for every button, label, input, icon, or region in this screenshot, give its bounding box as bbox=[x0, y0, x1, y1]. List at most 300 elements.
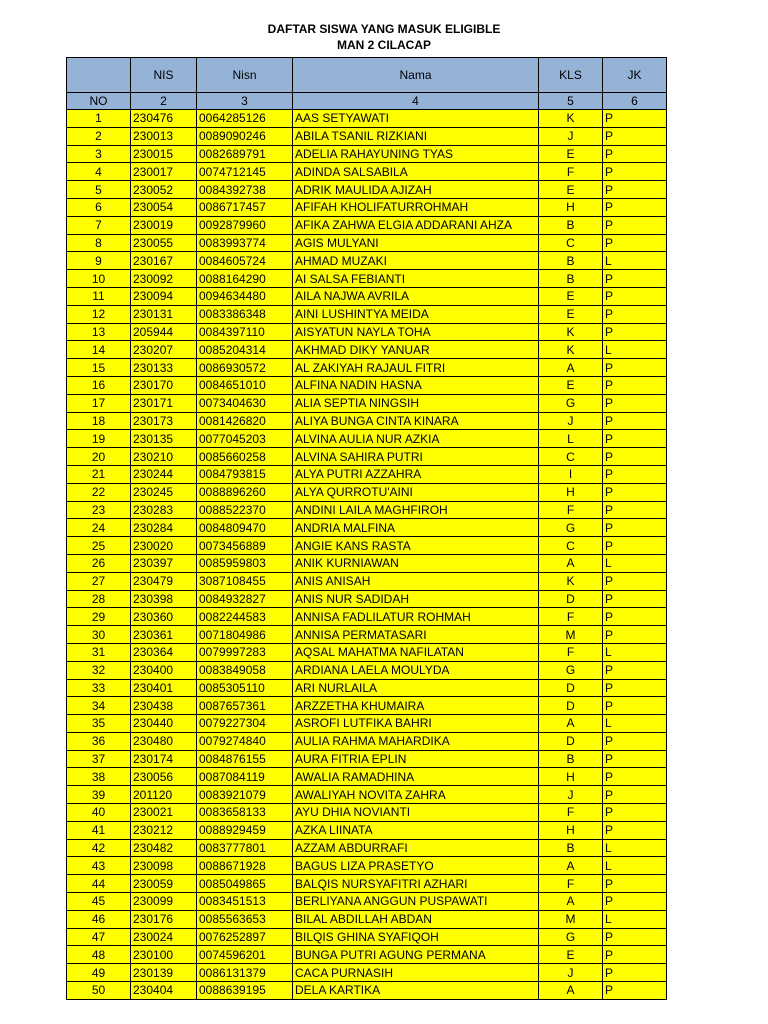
cell-jk: P bbox=[603, 608, 667, 626]
cell-no: 8 bbox=[67, 234, 131, 252]
cell-jk: P bbox=[603, 537, 667, 555]
cell-jk: P bbox=[603, 305, 667, 323]
cell-nis: 230131 bbox=[131, 305, 197, 323]
cell-kls: B bbox=[539, 750, 603, 768]
cell-kls: H bbox=[539, 768, 603, 786]
cell-kls: C bbox=[539, 448, 603, 466]
cell-nisn: 0088522370 bbox=[197, 501, 293, 519]
cell-nis: 230021 bbox=[131, 804, 197, 822]
table-row bbox=[67, 804, 667, 822]
table-row bbox=[67, 786, 667, 804]
cell-jk: P bbox=[603, 163, 667, 181]
cell-no: 37 bbox=[67, 750, 131, 768]
cell-no: 31 bbox=[67, 643, 131, 661]
table-body bbox=[67, 110, 667, 1000]
cell-nisn: 0085660258 bbox=[197, 448, 293, 466]
cell-nisn: 0094634480 bbox=[197, 287, 293, 305]
cell-nis: 230174 bbox=[131, 750, 197, 768]
cell-jk: P bbox=[603, 430, 667, 448]
cell-nis: 230400 bbox=[131, 661, 197, 679]
cell-nama: AFIKA ZAHWA ELGIA ADDARANI AHZA bbox=[293, 216, 539, 234]
table-row bbox=[67, 928, 667, 946]
table-row bbox=[67, 643, 667, 661]
cell-nama: ANDRIA MALFINA bbox=[293, 519, 539, 537]
table-row bbox=[67, 430, 667, 448]
cell-no: 32 bbox=[67, 661, 131, 679]
cell-no: 44 bbox=[67, 875, 131, 893]
cell-no: 27 bbox=[67, 572, 131, 590]
cell-nis: 230212 bbox=[131, 821, 197, 839]
cell-nisn: 0081426820 bbox=[197, 412, 293, 430]
cell-nama: ANIS ANISAH bbox=[293, 572, 539, 590]
cell-kls: I bbox=[539, 465, 603, 483]
cell-nisn: 0079997283 bbox=[197, 643, 293, 661]
cell-jk: P bbox=[603, 661, 667, 679]
cell-kls: J bbox=[539, 964, 603, 982]
cell-no: 29 bbox=[67, 608, 131, 626]
cell-nama: AKHMAD DIKY YANUAR bbox=[293, 341, 539, 359]
cell-nis: 230013 bbox=[131, 127, 197, 145]
cell-nama: AILA NAJWA AVRILA bbox=[293, 287, 539, 305]
cell-nisn: 0074596201 bbox=[197, 946, 293, 964]
cell-no: 10 bbox=[67, 270, 131, 288]
cell-nis: 230167 bbox=[131, 252, 197, 270]
cell-no: 49 bbox=[67, 964, 131, 982]
cell-nis: 230173 bbox=[131, 412, 197, 430]
cell-nama: ABILA TSANIL RIZKIANI bbox=[293, 127, 539, 145]
cell-nama: AI SALSA FEBIANTI bbox=[293, 270, 539, 288]
cell-kls: A bbox=[539, 893, 603, 911]
cell-nisn: 0073404630 bbox=[197, 394, 293, 412]
cell-no: 4 bbox=[67, 163, 131, 181]
table-row bbox=[67, 893, 667, 911]
cell-no: 46 bbox=[67, 910, 131, 928]
table-row bbox=[67, 910, 667, 928]
cell-nisn: 0083451513 bbox=[197, 893, 293, 911]
table-row bbox=[67, 626, 667, 644]
cell-nama: ALVINA AULIA NUR AZKIA bbox=[293, 430, 539, 448]
cell-kls: K bbox=[539, 341, 603, 359]
cell-jk: P bbox=[603, 786, 667, 804]
cell-kls: A bbox=[539, 982, 603, 1000]
cell-no: 34 bbox=[67, 697, 131, 715]
cell-nis: 230482 bbox=[131, 839, 197, 857]
cell-jk: P bbox=[603, 732, 667, 750]
cell-nis: 230092 bbox=[131, 270, 197, 288]
cell-no: 2 bbox=[67, 127, 131, 145]
cell-nisn: 0086930572 bbox=[197, 359, 293, 377]
cell-jk: P bbox=[603, 679, 667, 697]
cell-nisn: 0085204314 bbox=[197, 341, 293, 359]
cell-jk: P bbox=[603, 590, 667, 608]
cell-nis: 230176 bbox=[131, 910, 197, 928]
cell-nis: 230438 bbox=[131, 697, 197, 715]
cell-nis: 230440 bbox=[131, 715, 197, 733]
cell-nis: 230245 bbox=[131, 483, 197, 501]
cell-nama: ANIK KURNIAWAN bbox=[293, 554, 539, 572]
cell-nama: AGIS MULYANI bbox=[293, 234, 539, 252]
cell-nama: ALIA SEPTIA NINGSIH bbox=[293, 394, 539, 412]
subheader-no: NO bbox=[67, 93, 131, 110]
cell-nis: 230244 bbox=[131, 465, 197, 483]
cell-nama: ADRIK MAULIDA AJIZAH bbox=[293, 181, 539, 199]
table-row bbox=[67, 394, 667, 412]
cell-jk: P bbox=[603, 501, 667, 519]
cell-nis: 230135 bbox=[131, 430, 197, 448]
table-row bbox=[67, 821, 667, 839]
table-row bbox=[67, 537, 667, 555]
cell-kls: E bbox=[539, 181, 603, 199]
cell-jk: P bbox=[603, 376, 667, 394]
cell-kls: D bbox=[539, 732, 603, 750]
cell-nisn: 0085305110 bbox=[197, 679, 293, 697]
cell-nisn: 0083849058 bbox=[197, 661, 293, 679]
cell-nisn: 0076252897 bbox=[197, 928, 293, 946]
cell-nis: 230479 bbox=[131, 572, 197, 590]
cell-no: 19 bbox=[67, 430, 131, 448]
cell-jk: L bbox=[603, 910, 667, 928]
cell-nis: 230207 bbox=[131, 341, 197, 359]
cell-nama: AHMAD MUZAKI bbox=[293, 252, 539, 270]
cell-nis: 230056 bbox=[131, 768, 197, 786]
cell-nama: ANDINI LAILA MAGHFIROH bbox=[293, 501, 539, 519]
cell-nis: 230019 bbox=[131, 216, 197, 234]
cell-kls: F bbox=[539, 163, 603, 181]
cell-kls: J bbox=[539, 786, 603, 804]
cell-jk: L bbox=[603, 341, 667, 359]
subheader-jk: 6 bbox=[603, 93, 667, 110]
cell-nisn: 0083777801 bbox=[197, 839, 293, 857]
cell-nis: 230094 bbox=[131, 287, 197, 305]
cell-kls: F bbox=[539, 608, 603, 626]
table-row bbox=[67, 857, 667, 875]
cell-kls: M bbox=[539, 910, 603, 928]
cell-kls: B bbox=[539, 839, 603, 857]
cell-no: 11 bbox=[67, 287, 131, 305]
header-nama: Nama bbox=[293, 58, 539, 93]
cell-no: 23 bbox=[67, 501, 131, 519]
cell-jk: P bbox=[603, 323, 667, 341]
header-no bbox=[67, 58, 131, 93]
cell-nisn: 0084651010 bbox=[197, 376, 293, 394]
cell-no: 41 bbox=[67, 821, 131, 839]
cell-nisn: 0079274840 bbox=[197, 732, 293, 750]
cell-kls: K bbox=[539, 323, 603, 341]
cell-no: 39 bbox=[67, 786, 131, 804]
table-row bbox=[67, 448, 667, 466]
cell-jk: P bbox=[603, 821, 667, 839]
cell-kls: G bbox=[539, 394, 603, 412]
table-row bbox=[67, 145, 667, 163]
table-row bbox=[67, 287, 667, 305]
cell-nis: 230015 bbox=[131, 145, 197, 163]
cell-no: 3 bbox=[67, 145, 131, 163]
subheader-row bbox=[67, 93, 667, 110]
cell-kls: E bbox=[539, 287, 603, 305]
cell-nama: ADINDA SALSABILA bbox=[293, 163, 539, 181]
cell-jk: L bbox=[603, 643, 667, 661]
cell-jk: P bbox=[603, 448, 667, 466]
cell-nama: ARI NURLAILA bbox=[293, 679, 539, 697]
cell-nama: BAGUS LIZA PRASETYO bbox=[293, 857, 539, 875]
cell-jk: P bbox=[603, 804, 667, 822]
cell-nisn: 0084876155 bbox=[197, 750, 293, 768]
cell-kls: C bbox=[539, 234, 603, 252]
cell-jk: P bbox=[603, 465, 667, 483]
table-row bbox=[67, 697, 667, 715]
cell-kls: F bbox=[539, 643, 603, 661]
cell-nisn: 0085959803 bbox=[197, 554, 293, 572]
table-row bbox=[67, 127, 667, 145]
cell-kls: F bbox=[539, 875, 603, 893]
cell-no: 9 bbox=[67, 252, 131, 270]
cell-nisn: 0086131379 bbox=[197, 964, 293, 982]
cell-jk: L bbox=[603, 715, 667, 733]
cell-nis: 230020 bbox=[131, 537, 197, 555]
table-row bbox=[67, 554, 667, 572]
cell-no: 6 bbox=[67, 198, 131, 216]
cell-nama: ARDIANA LAELA MOULYDA bbox=[293, 661, 539, 679]
cell-nisn: 0083386348 bbox=[197, 305, 293, 323]
cell-no: 5 bbox=[67, 181, 131, 199]
cell-no: 16 bbox=[67, 376, 131, 394]
table-row bbox=[67, 590, 667, 608]
header-jk: JK bbox=[603, 58, 667, 93]
cell-no: 30 bbox=[67, 626, 131, 644]
table-row bbox=[67, 732, 667, 750]
cell-kls: B bbox=[539, 270, 603, 288]
cell-jk: P bbox=[603, 287, 667, 305]
cell-nisn: 0092879960 bbox=[197, 216, 293, 234]
table-row bbox=[67, 412, 667, 430]
cell-nama: BILQIS GHINA SYAFIQOH bbox=[293, 928, 539, 946]
cell-nis: 230361 bbox=[131, 626, 197, 644]
cell-nis: 230055 bbox=[131, 234, 197, 252]
cell-nis: 230476 bbox=[131, 110, 197, 128]
cell-nisn: 0082244583 bbox=[197, 608, 293, 626]
cell-nis: 230480 bbox=[131, 732, 197, 750]
cell-jk: P bbox=[603, 412, 667, 430]
cell-kls: A bbox=[539, 554, 603, 572]
table-row bbox=[67, 341, 667, 359]
header-nis: NIS bbox=[131, 58, 197, 93]
table-row bbox=[67, 964, 667, 982]
table-row bbox=[67, 198, 667, 216]
cell-nama: AFIFAH KHOLIFATURROHMAH bbox=[293, 198, 539, 216]
subheader-nis: 2 bbox=[131, 93, 197, 110]
cell-jk: P bbox=[603, 483, 667, 501]
cell-nis: 230401 bbox=[131, 679, 197, 697]
header-nisn: Nisn bbox=[197, 58, 293, 93]
cell-nama: BUNGA PUTRI AGUNG PERMANA bbox=[293, 946, 539, 964]
cell-nis: 201120 bbox=[131, 786, 197, 804]
cell-no: 21 bbox=[67, 465, 131, 483]
cell-jk: P bbox=[603, 181, 667, 199]
cell-kls: A bbox=[539, 715, 603, 733]
cell-jk: P bbox=[603, 697, 667, 715]
cell-nama: ALFINA NADIN HASNA bbox=[293, 376, 539, 394]
table-row bbox=[67, 982, 667, 1000]
cell-nama: AL ZAKIYAH RAJAUL FITRI bbox=[293, 359, 539, 377]
cell-nis: 230364 bbox=[131, 643, 197, 661]
cell-nama: AINI LUSHINTYA MEIDA bbox=[293, 305, 539, 323]
cell-no: 18 bbox=[67, 412, 131, 430]
cell-no: 13 bbox=[67, 323, 131, 341]
cell-nis: 230098 bbox=[131, 857, 197, 875]
cell-nisn: 0073456889 bbox=[197, 537, 293, 555]
cell-nisn: 0077045203 bbox=[197, 430, 293, 448]
cell-no: 35 bbox=[67, 715, 131, 733]
cell-no: 40 bbox=[67, 804, 131, 822]
cell-nama: AZKA LIINATA bbox=[293, 821, 539, 839]
cell-jk: P bbox=[603, 270, 667, 288]
cell-nisn: 0088164290 bbox=[197, 270, 293, 288]
cell-kls: J bbox=[539, 127, 603, 145]
cell-jk: P bbox=[603, 928, 667, 946]
cell-nis: 230404 bbox=[131, 982, 197, 1000]
cell-nis: 230099 bbox=[131, 893, 197, 911]
cell-no: 38 bbox=[67, 768, 131, 786]
cell-nis: 230170 bbox=[131, 376, 197, 394]
cell-no: 28 bbox=[67, 590, 131, 608]
cell-nisn: 0074712145 bbox=[197, 163, 293, 181]
cell-no: 1 bbox=[67, 110, 131, 128]
cell-kls: H bbox=[539, 821, 603, 839]
cell-nama: ADELIA RAHAYUNING TYAS bbox=[293, 145, 539, 163]
cell-nisn: 0084605724 bbox=[197, 252, 293, 270]
cell-no: 50 bbox=[67, 982, 131, 1000]
cell-jk: P bbox=[603, 982, 667, 1000]
cell-nisn: 3087108455 bbox=[197, 572, 293, 590]
cell-no: 7 bbox=[67, 216, 131, 234]
cell-nisn: 0088671928 bbox=[197, 857, 293, 875]
cell-nama: ANNISA FADLILATUR ROHMAH bbox=[293, 608, 539, 626]
cell-nis: 230059 bbox=[131, 875, 197, 893]
table-row bbox=[67, 483, 667, 501]
cell-nisn: 0087657361 bbox=[197, 697, 293, 715]
table-row bbox=[67, 110, 667, 128]
cell-nama: AWALIYAH NOVITA ZAHRA bbox=[293, 786, 539, 804]
cell-nama: AWALIA RAMADHINA bbox=[293, 768, 539, 786]
cell-no: 17 bbox=[67, 394, 131, 412]
cell-nama: ANGIE KANS RASTA bbox=[293, 537, 539, 555]
table-row bbox=[67, 465, 667, 483]
cell-nama: ALIYA BUNGA CINTA KINARA bbox=[293, 412, 539, 430]
cell-no: 43 bbox=[67, 857, 131, 875]
cell-nis: 230133 bbox=[131, 359, 197, 377]
cell-kls: F bbox=[539, 804, 603, 822]
cell-nisn: 0084392738 bbox=[197, 181, 293, 199]
cell-kls: J bbox=[539, 412, 603, 430]
cell-nis: 230360 bbox=[131, 608, 197, 626]
cell-jk: P bbox=[603, 145, 667, 163]
cell-jk: P bbox=[603, 626, 667, 644]
cell-kls: E bbox=[539, 376, 603, 394]
cell-no: 33 bbox=[67, 679, 131, 697]
cell-nama: AULIA RAHMA MAHARDIKA bbox=[293, 732, 539, 750]
cell-nama: DELA KARTIKA bbox=[293, 982, 539, 1000]
cell-jk: P bbox=[603, 110, 667, 128]
table-row bbox=[67, 181, 667, 199]
cell-jk: P bbox=[603, 768, 667, 786]
cell-nisn: 0087084119 bbox=[197, 768, 293, 786]
cell-nis: 230052 bbox=[131, 181, 197, 199]
cell-nama: ALYA QURROTU'AINI bbox=[293, 483, 539, 501]
cell-nis: 230024 bbox=[131, 928, 197, 946]
school-name: MAN 2 CILACAP bbox=[336, 38, 431, 52]
table-row bbox=[67, 661, 667, 679]
cell-nisn: 0084397110 bbox=[197, 323, 293, 341]
cell-nisn: 0079227304 bbox=[197, 715, 293, 733]
cell-nama: ARZZETHA KHUMAIRA bbox=[293, 697, 539, 715]
cell-kls: D bbox=[539, 679, 603, 697]
cell-jk: P bbox=[603, 875, 667, 893]
cell-nama: BALQIS NURSYAFITRI AZHARI bbox=[293, 875, 539, 893]
cell-nisn: 0085049865 bbox=[197, 875, 293, 893]
cell-nisn: 0083993774 bbox=[197, 234, 293, 252]
table-row bbox=[67, 216, 667, 234]
cell-no: 42 bbox=[67, 839, 131, 857]
cell-jk: P bbox=[603, 964, 667, 982]
cell-no: 47 bbox=[67, 928, 131, 946]
cell-nama: ALYA PUTRI AZZAHRA bbox=[293, 465, 539, 483]
table-row bbox=[67, 750, 667, 768]
cell-nisn: 0086717457 bbox=[197, 198, 293, 216]
cell-nama: AZZAM ABDURRAFI bbox=[293, 839, 539, 857]
table-row bbox=[67, 376, 667, 394]
table-row bbox=[67, 359, 667, 377]
table-row bbox=[67, 679, 667, 697]
cell-nisn: 0084793815 bbox=[197, 465, 293, 483]
cell-no: 15 bbox=[67, 359, 131, 377]
cell-nama: AAS SETYAWATI bbox=[293, 110, 539, 128]
cell-kls: E bbox=[539, 305, 603, 323]
cell-nis: 230397 bbox=[131, 554, 197, 572]
cell-jk: P bbox=[603, 216, 667, 234]
cell-nis: 230398 bbox=[131, 590, 197, 608]
cell-jk: L bbox=[603, 554, 667, 572]
cell-jk: L bbox=[603, 252, 667, 270]
cell-no: 14 bbox=[67, 341, 131, 359]
cell-kls: B bbox=[539, 252, 603, 270]
cell-nama: AYU DHIA NOVIANTI bbox=[293, 804, 539, 822]
cell-nisn: 0084932827 bbox=[197, 590, 293, 608]
cell-jk: P bbox=[603, 572, 667, 590]
table-row bbox=[67, 839, 667, 857]
cell-kls: E bbox=[539, 145, 603, 163]
cell-nama: ANNISA PERMATASARI bbox=[293, 626, 539, 644]
header-kls: KLS bbox=[539, 58, 603, 93]
cell-nisn: 0085563653 bbox=[197, 910, 293, 928]
cell-nis: 230210 bbox=[131, 448, 197, 466]
cell-nisn: 0064285126 bbox=[197, 110, 293, 128]
table-row bbox=[67, 270, 667, 288]
cell-no: 45 bbox=[67, 893, 131, 911]
table-row bbox=[67, 572, 667, 590]
cell-nisn: 0082689791 bbox=[197, 145, 293, 163]
cell-no: 36 bbox=[67, 732, 131, 750]
cell-kls: L bbox=[539, 430, 603, 448]
cell-kls: G bbox=[539, 928, 603, 946]
table-row bbox=[67, 946, 667, 964]
cell-nis: 230284 bbox=[131, 519, 197, 537]
cell-no: 48 bbox=[67, 946, 131, 964]
table-row bbox=[67, 715, 667, 733]
table-row bbox=[67, 323, 667, 341]
cell-nisn: 0083658133 bbox=[197, 804, 293, 822]
cell-nis: 230283 bbox=[131, 501, 197, 519]
cell-nama: CACA PURNASIH bbox=[293, 964, 539, 982]
